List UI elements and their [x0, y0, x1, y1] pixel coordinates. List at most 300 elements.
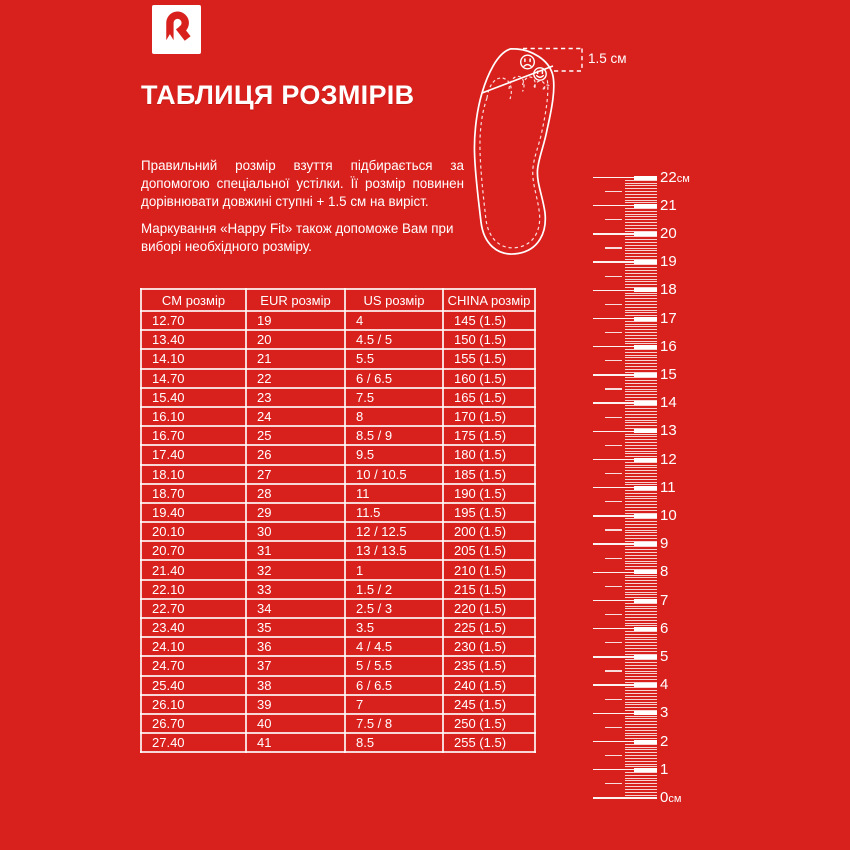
ruler-tick-mm	[625, 721, 657, 722]
table-cell: 18.70	[141, 484, 246, 503]
ruler-tick-mm	[625, 699, 657, 700]
ruler-tick-mm	[625, 245, 657, 246]
table-row	[141, 599, 535, 618]
ruler-tick-mm	[625, 586, 657, 587]
ruler-tick-mm	[625, 349, 657, 350]
table-cell: 30	[246, 522, 345, 541]
ruler-tick-mm	[625, 563, 657, 564]
ruler-tick-mm	[625, 369, 657, 370]
table-cell: 32	[246, 560, 345, 579]
ruler-tick-mm	[625, 312, 657, 313]
ruler-tick-mm	[625, 191, 657, 192]
ruler-tick-mm	[625, 479, 657, 480]
ruler-label: 6	[660, 619, 669, 637]
ruler-tick-mm	[625, 228, 657, 229]
ruler-tick-mm	[625, 264, 657, 265]
ruler-label: 13	[660, 422, 677, 440]
ruler-tick-half	[605, 247, 622, 248]
table-cell: 21	[246, 349, 345, 368]
ruler-label: 0см	[660, 788, 682, 806]
ruler-tick-mm	[625, 389, 657, 390]
table-cell: 145 (1.5)	[443, 311, 535, 330]
ruler-tick-mm	[625, 301, 657, 302]
table-cell: 12 / 12.5	[345, 522, 443, 541]
ruler-tick-mm	[625, 524, 657, 525]
table-cell: 13 / 13.5	[345, 541, 443, 560]
ruler-tick-mm	[625, 707, 657, 708]
ruler-tick-mm	[625, 606, 657, 607]
table-cell: 185 (1.5)	[443, 465, 535, 484]
ruler-tick-mm	[625, 504, 657, 505]
table-cell: 21.40	[141, 560, 246, 579]
table-cell: 38	[246, 676, 345, 695]
ruler-tick-mm	[625, 662, 657, 663]
ruler-tick-mm	[625, 470, 657, 471]
ruler-tick-mm	[625, 211, 657, 212]
table-cell: 20.70	[141, 541, 246, 560]
table-row	[141, 637, 535, 656]
table-cell: 13.40	[141, 330, 246, 349]
table-cell: 14.10	[141, 349, 246, 368]
ruler-tick-mm	[625, 668, 657, 669]
table-cell: 5.5	[345, 349, 443, 368]
table-cell: 26.10	[141, 695, 246, 714]
table-cell: 165 (1.5)	[443, 388, 535, 407]
ruler-tick-mm	[625, 445, 657, 446]
ruler-tick-mm	[625, 690, 657, 691]
ruler-tick-mm	[625, 341, 657, 342]
ruler-label: 5	[660, 647, 669, 665]
table-cell: 7.5 / 8	[345, 714, 443, 733]
table-cell: 4	[345, 311, 443, 330]
ruler-tick-mm	[625, 786, 657, 787]
ruler-tick-mm	[625, 608, 657, 609]
ruler-tick-mm	[625, 414, 657, 415]
ruler-tick-half	[605, 783, 622, 784]
table-cell: 15.40	[141, 388, 246, 407]
ruler-tick-half	[605, 727, 622, 728]
ruler-tick-mm	[625, 552, 657, 553]
ruler-tick-mm	[625, 453, 657, 454]
ruler-label: 11	[660, 478, 676, 496]
happy-face-icon	[534, 68, 546, 80]
ruler-tick-mm	[625, 310, 657, 311]
ruler-tick-mm	[625, 476, 657, 477]
ruler-tick-mm	[625, 507, 657, 508]
ruler-tick-mm	[625, 383, 657, 384]
ruler-tick-mm	[625, 248, 657, 249]
ruler-tick-half	[605, 417, 622, 418]
table-cell: 6 / 6.5	[345, 369, 443, 388]
table-row	[141, 522, 535, 541]
ruler-tick-mm	[625, 704, 657, 705]
ruler-label: 22см	[660, 168, 690, 186]
ruler-tick-mm	[625, 321, 657, 322]
ruler-label: 12	[660, 450, 677, 468]
ruler-tick-mm	[625, 270, 657, 271]
ruler-tick-mm	[625, 273, 657, 274]
ruler-tick-mm	[625, 380, 657, 381]
ruler-tick-half	[605, 670, 622, 671]
table-cell: 22.10	[141, 580, 246, 599]
ruler-tick-half	[605, 529, 622, 530]
ruler-tick-mm	[625, 276, 657, 277]
ruler-tick-mm	[625, 659, 657, 660]
ruler-label: 18	[660, 281, 677, 299]
ruler-tick-mm	[625, 558, 657, 559]
table-row	[141, 426, 535, 445]
size-table	[140, 288, 536, 753]
ruler-tick-mm	[625, 792, 657, 793]
table-cell: 17.40	[141, 445, 246, 464]
ruler-tick-half	[605, 642, 622, 643]
column-header-us: US розмір	[345, 289, 443, 311]
ruler-tick-mm	[625, 789, 657, 790]
table-cell: 170 (1.5)	[443, 407, 535, 426]
ruler-tick-mm	[625, 724, 657, 725]
ruler-tick-mm	[625, 614, 657, 615]
ruler-tick-mm	[625, 222, 657, 223]
ruler-tick-mm	[625, 575, 657, 576]
ruler-tick-mm	[625, 253, 657, 254]
table-cell: 12.70	[141, 311, 246, 330]
table-cell: 22.70	[141, 599, 246, 618]
ruler-tick-mm	[625, 642, 657, 643]
ruler-tick-mm	[625, 676, 657, 677]
ruler-tick-mm	[625, 735, 657, 736]
ruler-label: 1	[660, 760, 669, 778]
table-cell: 35	[246, 618, 345, 637]
table-cell: 225 (1.5)	[443, 618, 535, 637]
ruler-tick-half	[605, 558, 622, 559]
ruler-tick-half	[605, 501, 622, 502]
ruler-tick-mm	[625, 451, 657, 452]
table-cell: 1	[345, 560, 443, 579]
ruler-tick-mm	[625, 775, 657, 776]
table-row	[141, 330, 535, 349]
ruler-tick-half	[605, 304, 622, 305]
ruler-tick-mm	[625, 355, 657, 356]
ruler-tick-mm	[625, 510, 657, 511]
ruler-tick-half	[605, 445, 622, 446]
table-cell: 190 (1.5)	[443, 484, 535, 503]
ruler-tick-mm	[625, 634, 657, 635]
table-cell: 7.5	[345, 388, 443, 407]
ruler-tick-mm	[625, 185, 657, 186]
ruler-tick-mm	[625, 411, 657, 412]
table-row	[141, 580, 535, 599]
ruler-tick-mm	[625, 335, 657, 336]
ruler-tick-mm	[625, 639, 657, 640]
ruler-tick-half	[605, 219, 622, 220]
table-cell: 10 / 10.5	[345, 465, 443, 484]
table-row	[141, 714, 535, 733]
ruler-tick-mm	[625, 755, 657, 756]
table-cell: 160 (1.5)	[443, 369, 535, 388]
sad-face-icon	[521, 55, 535, 69]
ruler-tick-mm	[625, 304, 657, 305]
table-cell: 255 (1.5)	[443, 733, 535, 752]
ruler-tick-mm	[625, 242, 657, 243]
table-cell: 11.5	[345, 503, 443, 522]
table-cell: 240 (1.5)	[443, 676, 535, 695]
ruler-tick-mm	[625, 405, 657, 406]
table-cell: 1.5 / 2	[345, 580, 443, 599]
ruler-tick-mm	[625, 338, 657, 339]
ruler-tick-mm	[625, 592, 657, 593]
ruler-tick-mm	[625, 693, 657, 694]
ruler-label: 15	[660, 365, 677, 383]
table-cell: 25	[246, 426, 345, 445]
ruler-tick-mm	[625, 561, 657, 562]
table-cell: 23	[246, 388, 345, 407]
table-cell: 250 (1.5)	[443, 714, 535, 733]
ruler-label: 21	[660, 196, 677, 214]
ruler-tick-mm	[625, 546, 657, 547]
ruler-tick-mm	[625, 651, 657, 652]
ruler-tick-mm	[625, 225, 657, 226]
table-cell: 23.40	[141, 618, 246, 637]
ruler-tick-half	[605, 586, 622, 587]
ruler-tick-half	[605, 388, 622, 389]
ruler-tick-mm	[625, 623, 657, 624]
ruler-tick-mm	[625, 482, 657, 483]
table-cell: 210 (1.5)	[443, 560, 535, 579]
table-row	[141, 407, 535, 426]
ruler-tick-mm	[625, 795, 657, 796]
table-cell: 8.5 / 9	[345, 426, 443, 445]
ruler-label: 9	[660, 535, 669, 553]
ruler-tick-half	[605, 191, 622, 192]
ruler-tick-half	[605, 276, 622, 277]
ruler-tick-half	[605, 699, 622, 700]
table-cell: 220 (1.5)	[443, 599, 535, 618]
ruler-tick-mm	[625, 498, 657, 499]
table-cell: 41	[246, 733, 345, 752]
ruler-tick-mm	[625, 611, 657, 612]
table-row	[141, 733, 535, 752]
ruler-tick-mm	[625, 366, 657, 367]
table-cell: 8.5	[345, 733, 443, 752]
ruler-tick-mm	[625, 434, 657, 435]
ruler-tick-mm	[625, 188, 657, 189]
table-row	[141, 618, 535, 637]
ruler-tick-mm	[625, 594, 657, 595]
ruler-tick-mm	[625, 332, 657, 333]
table-cell: 24.10	[141, 637, 246, 656]
table-row	[141, 560, 535, 579]
ruler-tick-half	[605, 332, 622, 333]
ruler-tick-mm	[625, 326, 657, 327]
ruler-tick-mm	[625, 194, 657, 195]
ruler-label: 7	[660, 591, 669, 609]
table-row	[141, 676, 535, 695]
table-cell: 6 / 6.5	[345, 676, 443, 695]
ruler-tick-mm	[625, 490, 657, 491]
ruler-tick-mm	[625, 535, 657, 536]
table-cell: 31	[246, 541, 345, 560]
ruler-tick-mm	[625, 749, 657, 750]
table-cell: 25.40	[141, 676, 246, 695]
ruler-tick-mm	[625, 439, 657, 440]
table-cell: 7	[345, 695, 443, 714]
ruler-tick-mm	[625, 281, 657, 282]
table-cell: 33	[246, 580, 345, 599]
table-cell: 150 (1.5)	[443, 330, 535, 349]
ruler-tick-mm	[625, 696, 657, 697]
ruler-tick-mm	[625, 298, 657, 299]
table-cell: 14.70	[141, 369, 246, 388]
ruler-tick-mm	[625, 501, 657, 502]
ruler-tick-mm	[625, 293, 657, 294]
ruler-tick-mm	[625, 357, 657, 358]
reima-r-icon	[157, 10, 197, 50]
ruler-tick-cm	[593, 797, 657, 799]
ruler-label: 14	[660, 394, 677, 412]
ruler-tick-mm	[625, 718, 657, 719]
ruler-label: 4	[660, 676, 669, 694]
table-cell: 27	[246, 465, 345, 484]
table-cell: 36	[246, 637, 345, 656]
ruler-tick-mm	[625, 747, 657, 748]
ruler-tick-mm	[625, 752, 657, 753]
table-cell: 215 (1.5)	[443, 580, 535, 599]
table-cell: 5 / 5.5	[345, 656, 443, 675]
ruler-tick-mm	[625, 473, 657, 474]
table-cell: 19	[246, 311, 345, 330]
ruler-tick-mm	[625, 648, 657, 649]
table-cell: 29	[246, 503, 345, 522]
ruler-label: 10	[660, 506, 677, 524]
ruler-tick-mm	[625, 267, 657, 268]
ruler-tick-mm	[625, 417, 657, 418]
ruler-tick-mm	[625, 620, 657, 621]
table-cell: 24.70	[141, 656, 246, 675]
table-row	[141, 695, 535, 714]
ruler-tick-mm	[625, 200, 657, 201]
ruler-tick-mm	[625, 448, 657, 449]
table-cell: 19.40	[141, 503, 246, 522]
table-cell: 26	[246, 445, 345, 464]
ruler-tick-mm	[625, 617, 657, 618]
ruler-tick-mm	[625, 679, 657, 680]
table-cell: 205 (1.5)	[443, 541, 535, 560]
ruler-tick-mm	[625, 425, 657, 426]
table-cell: 20	[246, 330, 345, 349]
table-row	[141, 349, 535, 368]
ruler-tick-half	[605, 360, 622, 361]
page-title: ТАБЛИЦЯ РОЗМІРІВ	[141, 80, 415, 110]
table-cell: 175 (1.5)	[443, 426, 535, 445]
table-cell: 195 (1.5)	[443, 503, 535, 522]
ruler-tick-mm	[625, 420, 657, 421]
ruler-tick-mm	[625, 521, 657, 522]
table-cell: 28	[246, 484, 345, 503]
ruler-tick-mm	[625, 214, 657, 215]
table-row	[141, 311, 535, 330]
ruler-tick-mm	[625, 772, 657, 773]
table-cell: 40	[246, 714, 345, 733]
ruler-tick-mm	[625, 631, 657, 632]
ruler-tick-mm	[625, 702, 657, 703]
table-cell: 200 (1.5)	[443, 522, 535, 541]
ruler-tick-mm	[625, 250, 657, 251]
table-cell: 37	[246, 656, 345, 675]
table-cell: 235 (1.5)	[443, 656, 535, 675]
ruler-tick-mm	[625, 783, 657, 784]
ruler-tick-mm	[625, 467, 657, 468]
ruler-tick-mm	[625, 580, 657, 581]
column-header-china: CHINA розмір	[443, 289, 535, 311]
ruler-tick-mm	[625, 363, 657, 364]
table-cell: 4.5 / 5	[345, 330, 443, 349]
table-cell: 27.40	[141, 733, 246, 752]
ruler-tick-mm	[625, 764, 657, 765]
ruler-tick-mm	[625, 518, 657, 519]
ruler-tick-mm	[625, 671, 657, 672]
ruler-tick-mm	[625, 555, 657, 556]
column-header-eur: EUR розмір	[246, 289, 345, 311]
ruler-tick-mm	[625, 527, 657, 528]
ruler-tick-mm	[625, 493, 657, 494]
ruler-tick-mm	[625, 758, 657, 759]
ruler-tick-mm	[625, 352, 657, 353]
ruler-tick-mm	[625, 377, 657, 378]
table-row	[141, 465, 535, 484]
ruler-tick-mm	[625, 408, 657, 409]
ruler-tick-mm	[625, 727, 657, 728]
ruler-tick-mm	[625, 730, 657, 731]
ruler-tick-mm	[625, 566, 657, 567]
ruler-tick-mm	[625, 436, 657, 437]
table-cell: 2.5 / 3	[345, 599, 443, 618]
ruler-tick-mm	[625, 324, 657, 325]
table-cell: 16.70	[141, 426, 246, 445]
ruler-label: 20	[660, 224, 677, 242]
ruler-tick-mm	[625, 603, 657, 604]
ruler-tick-mm	[625, 422, 657, 423]
ruler-label: 3	[660, 704, 669, 722]
ruler-tick-mm	[625, 744, 657, 745]
ruler	[593, 170, 708, 820]
ruler-tick-half	[605, 755, 622, 756]
table-row	[141, 503, 535, 522]
table-cell: 245 (1.5)	[443, 695, 535, 714]
ruler-tick-mm	[625, 284, 657, 285]
table-row	[141, 656, 535, 675]
ruler-tick-mm	[625, 239, 657, 240]
table-cell: 9.5	[345, 445, 443, 464]
ruler-tick-mm	[625, 236, 657, 237]
table-cell: 230 (1.5)	[443, 637, 535, 656]
ruler-tick-mm	[625, 197, 657, 198]
ruler-tick-mm	[625, 391, 657, 392]
ruler-tick-mm	[625, 360, 657, 361]
table-cell: 4 / 4.5	[345, 637, 443, 656]
ruler-label: 17	[660, 309, 677, 327]
table-row	[141, 369, 535, 388]
table-cell: 18.10	[141, 465, 246, 484]
table-cell: 24	[246, 407, 345, 426]
table-cell: 8	[345, 407, 443, 426]
ruler-tick-mm	[625, 180, 657, 181]
ruler-tick-mm	[625, 397, 657, 398]
ruler-tick-mm	[625, 761, 657, 762]
intro-paragraph-2: Маркування «Happy Fit» також допоможе Вам при виборі необхідного розміру.	[141, 221, 454, 254]
allowance-label: 1.5 см	[588, 51, 627, 66]
table-row	[141, 541, 535, 560]
ruler-tick-mm	[625, 645, 657, 646]
